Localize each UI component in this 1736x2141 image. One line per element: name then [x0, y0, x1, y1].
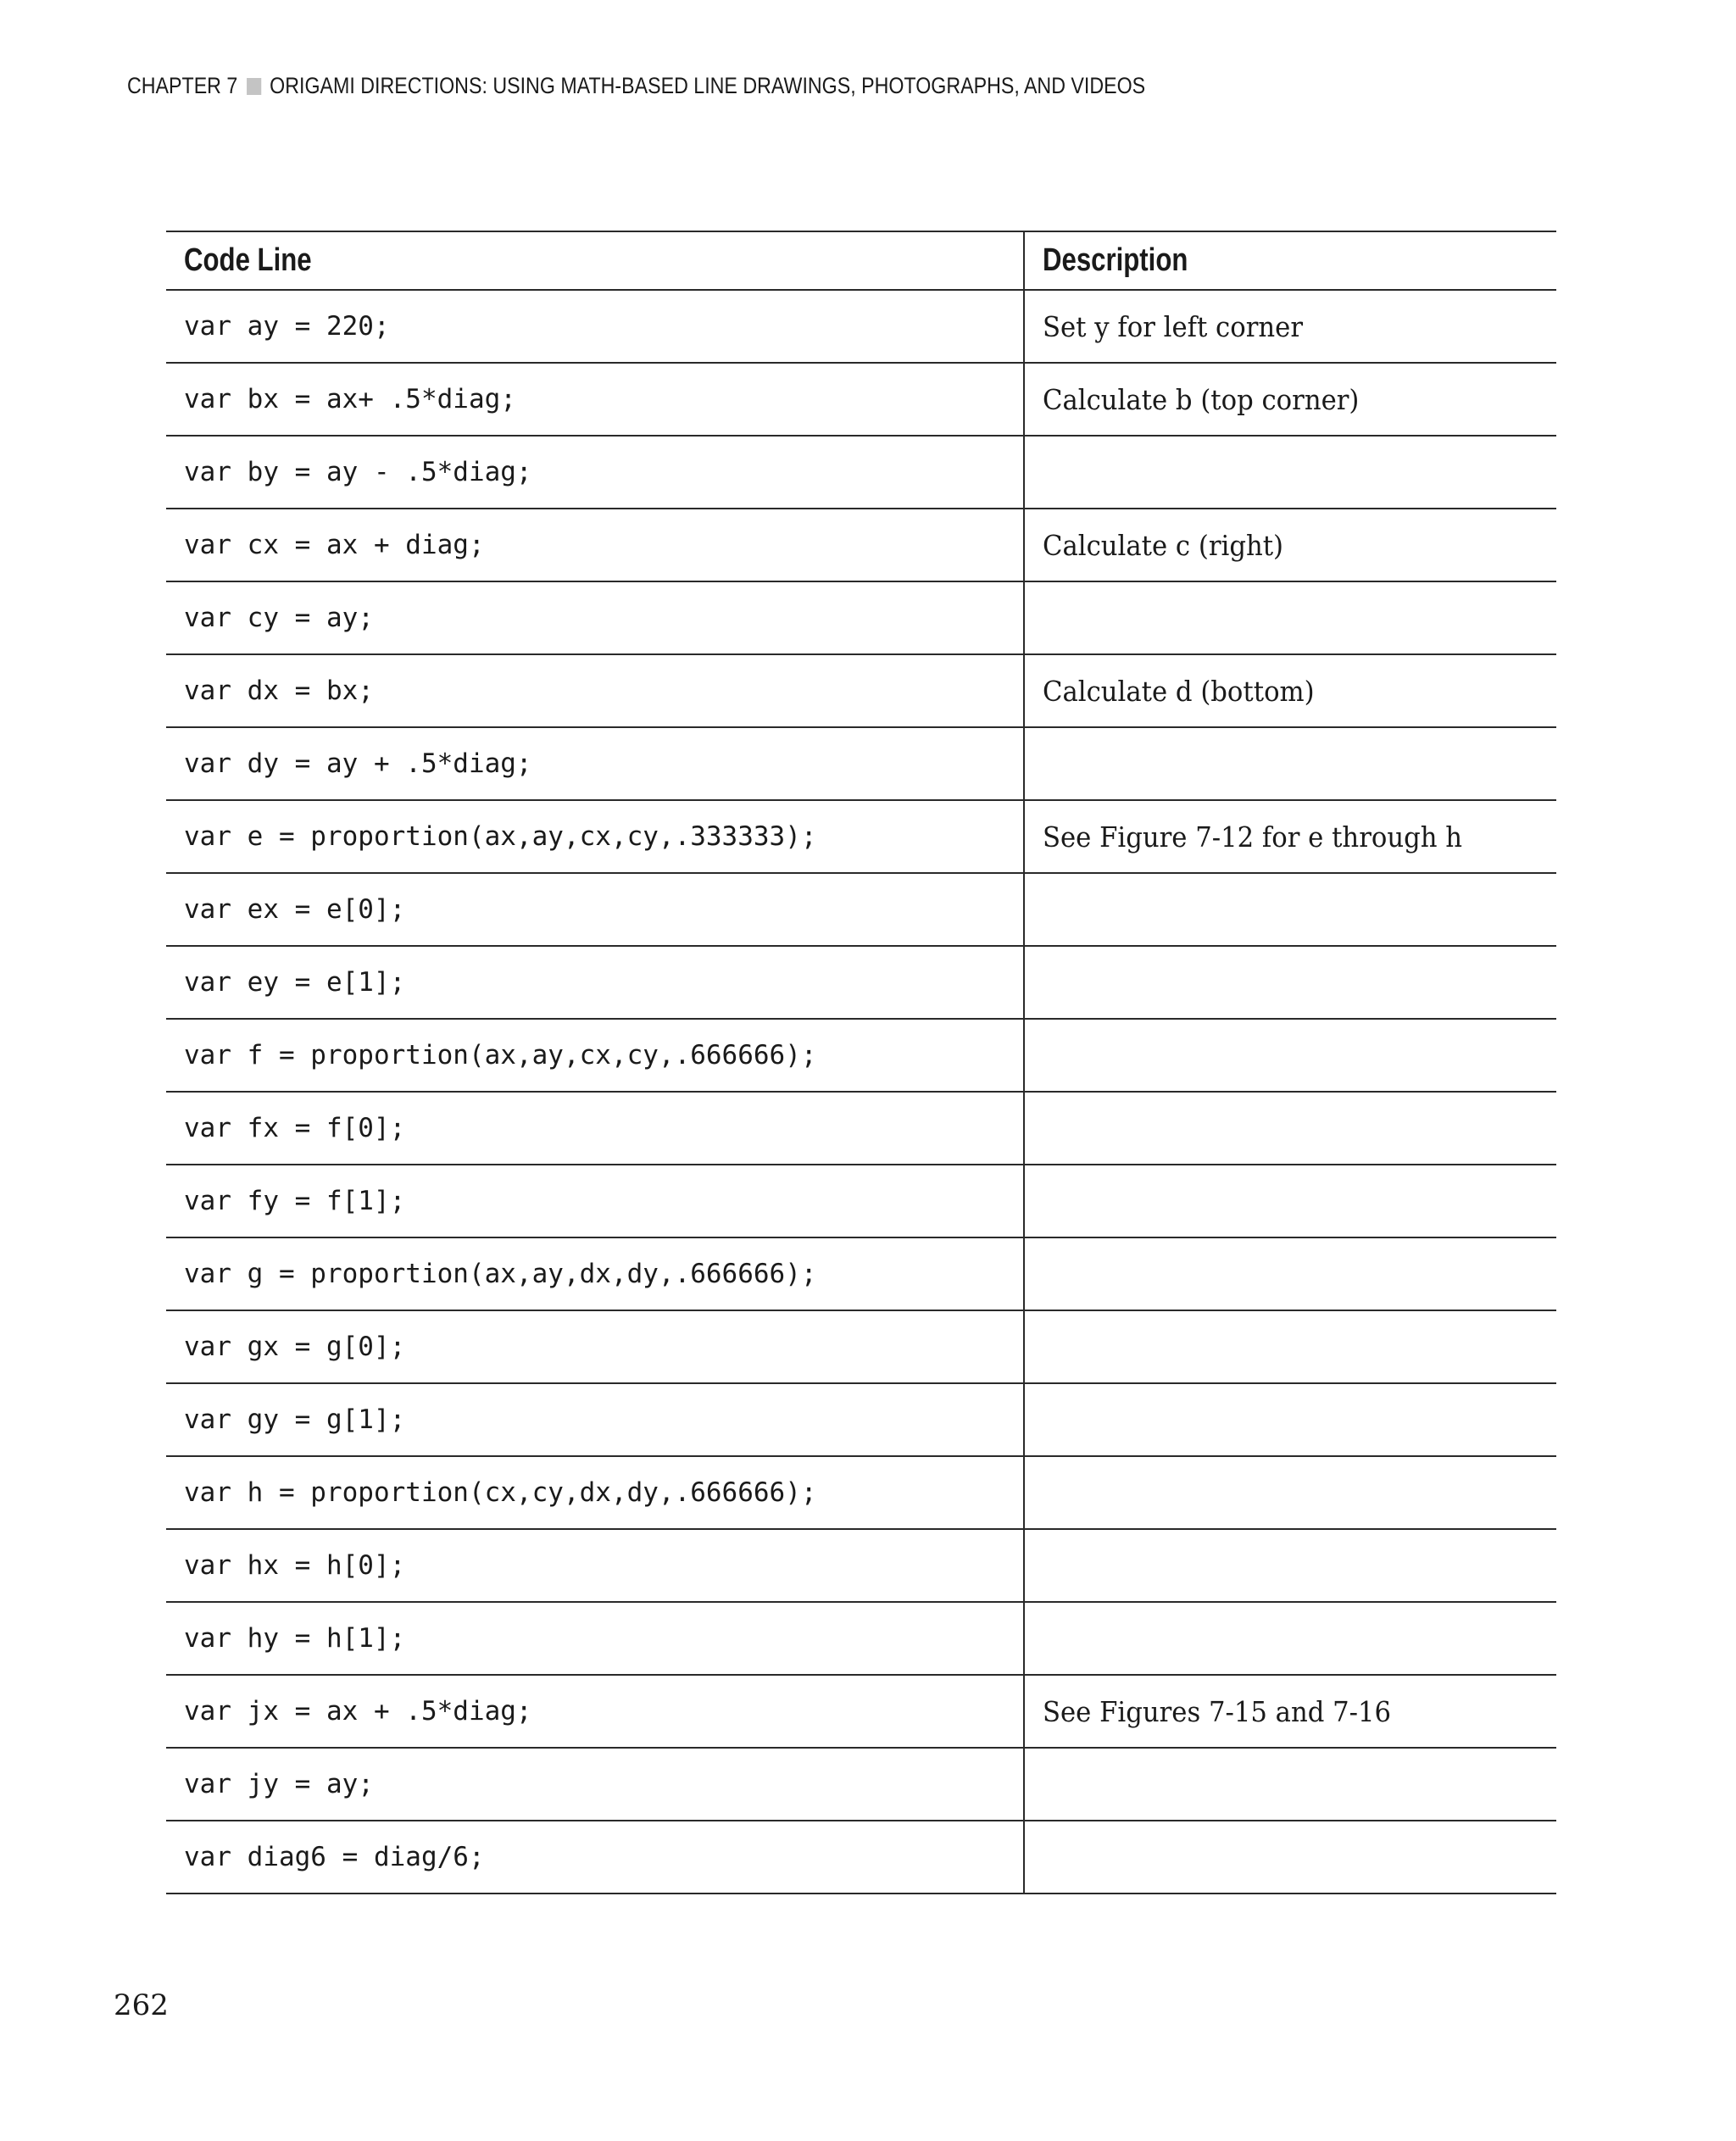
description-cell: [1024, 1529, 1556, 1602]
table-row: [166, 800, 1556, 873]
table-row: [166, 509, 1556, 581]
code-line-cell: var bx = ax+ .5*diag;: [166, 363, 1024, 436]
table-row: [166, 363, 1556, 436]
table-row: [166, 1019, 1556, 1092]
code-line-cell: var hx = h[0];: [166, 1529, 1024, 1602]
description-cell: [1024, 1165, 1556, 1237]
table-row: [166, 727, 1556, 800]
table-row: [166, 1675, 1556, 1748]
code-line-cell: var by = ay - .5*diag;: [166, 436, 1024, 509]
description-cell: [1024, 1237, 1556, 1310]
description-cell: See Figures 7-15 and 7-16: [1024, 1675, 1556, 1748]
description-cell: Calculate b (top corner): [1024, 363, 1556, 436]
table-row: [166, 654, 1556, 727]
description-cell: [1024, 1456, 1556, 1529]
description-cell: [1024, 1383, 1556, 1456]
code-line-cell: var ex = e[0];: [166, 873, 1024, 946]
code-line-cell: var hy = h[1];: [166, 1602, 1024, 1675]
table-header-row: [166, 231, 1556, 290]
description-cell: [1024, 1748, 1556, 1821]
table-row: [166, 1092, 1556, 1165]
table-row: [166, 1602, 1556, 1675]
code-line-cell: var h = proportion(cx,cy,dx,dy,.666666);: [166, 1456, 1024, 1529]
description-cell: Calculate d (bottom): [1024, 654, 1556, 727]
description-cell: [1024, 727, 1556, 800]
table-row: [166, 1748, 1556, 1821]
table-row: [166, 1456, 1556, 1529]
code-line-cell: var f = proportion(ax,ay,cx,cy,.666666);: [166, 1019, 1024, 1092]
table-row: [166, 1165, 1556, 1237]
chapter-label: CHAPTER 7: [127, 73, 238, 98]
description-cell: [1024, 1821, 1556, 1894]
description-cell: Set y for left corner: [1024, 290, 1556, 363]
description-cell: Calculate c (right): [1024, 509, 1556, 581]
header-description: Description: [1024, 231, 1556, 290]
code-line-cell: var fx = f[0];: [166, 1092, 1024, 1165]
table-row: [166, 436, 1556, 509]
table-row: [166, 1821, 1556, 1894]
description-cell: [1024, 1019, 1556, 1092]
code-line-cell: var cx = ax + diag;: [166, 509, 1024, 581]
description-cell: [1024, 1092, 1556, 1165]
separator-square-icon: [247, 78, 261, 95]
table-row: [166, 946, 1556, 1019]
table-row: [166, 1529, 1556, 1602]
description-cell: [1024, 436, 1556, 509]
table-row: [166, 1237, 1556, 1310]
code-table: [166, 231, 1556, 1894]
code-line-cell: var jy = ay;: [166, 1748, 1024, 1821]
table-row: [166, 873, 1556, 946]
code-line-cell: var ay = 220;: [166, 290, 1024, 363]
page-number: 262: [114, 1988, 169, 2022]
table-row: [166, 290, 1556, 363]
code-line-cell: var jx = ax + .5*diag;: [166, 1675, 1024, 1748]
description-cell: [1024, 581, 1556, 654]
code-line-cell: var fy = f[1];: [166, 1165, 1024, 1237]
code-line-cell: var e = proportion(ax,ay,cx,cy,.333333);: [166, 800, 1024, 873]
table-row: [166, 1310, 1556, 1383]
description-cell: [1024, 946, 1556, 1019]
code-line-cell: var cy = ay;: [166, 581, 1024, 654]
code-line-cell: var dy = ay + .5*diag;: [166, 727, 1024, 800]
table-row: [166, 581, 1556, 654]
header-code-line: Code Line: [166, 231, 1024, 290]
description-cell: [1024, 873, 1556, 946]
table-body: [166, 290, 1556, 1894]
description-cell: [1024, 1310, 1556, 1383]
description-cell: See Figure 7-12 for e through h: [1024, 800, 1556, 873]
code-line-cell: var ey = e[1];: [166, 946, 1024, 1019]
code-line-cell: var gy = g[1];: [166, 1383, 1024, 1456]
code-line-cell: var dx = bx;: [166, 654, 1024, 727]
code-line-cell: var gx = g[0];: [166, 1310, 1024, 1383]
running-head: [127, 73, 1145, 99]
description-cell: [1024, 1602, 1556, 1675]
code-line-cell: var diag6 = diag/6;: [166, 1821, 1024, 1894]
table-row: [166, 1383, 1556, 1456]
chapter-title: ORIGAMI DIRECTIONS: USING MATH-BASED LINE DRAWINGS, PHOTOGRAPHS, AND VIDEOS: [270, 73, 1146, 98]
code-line-cell: var g = proportion(ax,ay,dx,dy,.666666);: [166, 1237, 1024, 1310]
